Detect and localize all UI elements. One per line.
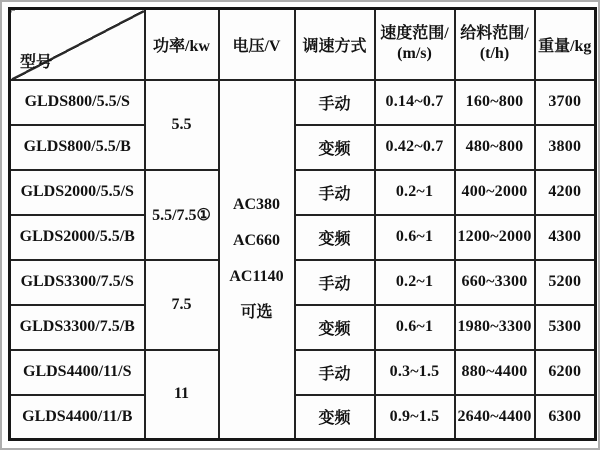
weight-cell: 5300 bbox=[535, 305, 596, 350]
speed-range-cell: 0.3~1.5 bbox=[375, 350, 455, 395]
model-cell: GLDS800/5.5/S bbox=[10, 80, 145, 125]
voltage-options-cell bbox=[219, 80, 295, 440]
header-feed-range-line1: 给料范围/ bbox=[460, 25, 529, 43]
speed-range-cell: 0.6~1 bbox=[375, 215, 455, 260]
feed-range-cell: 1980~3300 bbox=[455, 305, 535, 350]
weight-cell: 4300 bbox=[535, 215, 596, 260]
mode-cell: 变频 bbox=[295, 215, 375, 260]
power-group-cell: 5.5 bbox=[145, 80, 219, 170]
weight-cell: 3800 bbox=[535, 125, 596, 170]
model-cell: GLDS2000/5.5/B bbox=[10, 215, 145, 260]
feed-range-cell: 2640~4400 bbox=[455, 395, 535, 440]
mode-cell: 变频 bbox=[295, 305, 375, 350]
mode-cell: 手动 bbox=[295, 350, 375, 395]
header-speed-range-line2: (m/s) bbox=[397, 45, 432, 63]
model-cell: GLDS4400/11/B bbox=[10, 395, 145, 440]
speed-range-cell: 0.14~0.7 bbox=[375, 80, 455, 125]
header-speed-range bbox=[375, 9, 455, 80]
mode-cell: 变频 bbox=[295, 125, 375, 170]
header-voltage: 电压/V bbox=[219, 9, 295, 80]
power-group-cell: 7.5 bbox=[145, 260, 219, 350]
speed-range-cell: 0.2~1 bbox=[375, 170, 455, 215]
feed-range-cell: 400~2000 bbox=[455, 170, 535, 215]
weight-cell: 6300 bbox=[535, 395, 596, 440]
weight-cell: 5200 bbox=[535, 260, 596, 305]
voltage-option: 可选 bbox=[240, 304, 273, 322]
feed-range-cell: 480~800 bbox=[455, 125, 535, 170]
mode-cell: 手动 bbox=[295, 80, 375, 125]
power-group-cell: 5.5/7.5① bbox=[145, 170, 219, 260]
weight-cell: 6200 bbox=[535, 350, 596, 395]
feed-range-cell: 880~4400 bbox=[455, 350, 535, 395]
weight-cell: 4200 bbox=[535, 170, 596, 215]
voltage-option: AC380 bbox=[232, 196, 281, 214]
model-cell: GLDS3300/7.5/B bbox=[10, 305, 145, 350]
mode-cell: 手动 bbox=[295, 260, 375, 305]
model-cell: GLDS2000/5.5/S bbox=[10, 170, 145, 215]
header-power: 功率/kw bbox=[145, 9, 219, 80]
mode-cell: 变频 bbox=[295, 395, 375, 440]
spec-table bbox=[8, 7, 597, 441]
model-cell: GLDS3300/7.5/S bbox=[10, 260, 145, 305]
mode-cell: 手动 bbox=[295, 170, 375, 215]
speed-range-cell: 0.6~1 bbox=[375, 305, 455, 350]
feed-range-cell: 160~800 bbox=[455, 80, 535, 125]
header-model-label: 型号 bbox=[20, 53, 53, 71]
power-group-cell: 11 bbox=[145, 350, 219, 440]
table-row bbox=[10, 260, 596, 305]
feed-range-cell: 1200~2000 bbox=[455, 215, 535, 260]
model-cell: GLDS4400/11/S bbox=[10, 350, 145, 395]
feed-range-cell: 660~3300 bbox=[455, 260, 535, 305]
header-feed-range-line2: (t/h) bbox=[479, 45, 510, 63]
header-model-cell bbox=[10, 9, 145, 80]
speed-range-cell: 0.9~1.5 bbox=[375, 395, 455, 440]
table-row bbox=[10, 350, 596, 395]
table-row bbox=[10, 395, 596, 440]
header-weight: 重量/kg bbox=[535, 9, 596, 80]
speed-range-cell: 0.42~0.7 bbox=[375, 125, 455, 170]
table-row bbox=[10, 305, 596, 350]
table-row bbox=[10, 125, 596, 170]
table-row bbox=[10, 215, 596, 260]
header-feed-range bbox=[455, 9, 535, 80]
header-speed-mode: 调速方式 bbox=[295, 9, 375, 80]
model-cell: GLDS800/5.5/B bbox=[10, 125, 145, 170]
weight-cell: 3700 bbox=[535, 80, 596, 125]
table-header-row bbox=[10, 9, 596, 80]
voltage-option: AC1140 bbox=[229, 268, 284, 286]
header-speed-range-line1: 速度范围/ bbox=[380, 25, 449, 43]
speed-range-cell: 0.2~1 bbox=[375, 260, 455, 305]
table-row bbox=[10, 170, 596, 215]
table-row bbox=[10, 80, 596, 125]
voltage-option: AC660 bbox=[232, 232, 281, 250]
